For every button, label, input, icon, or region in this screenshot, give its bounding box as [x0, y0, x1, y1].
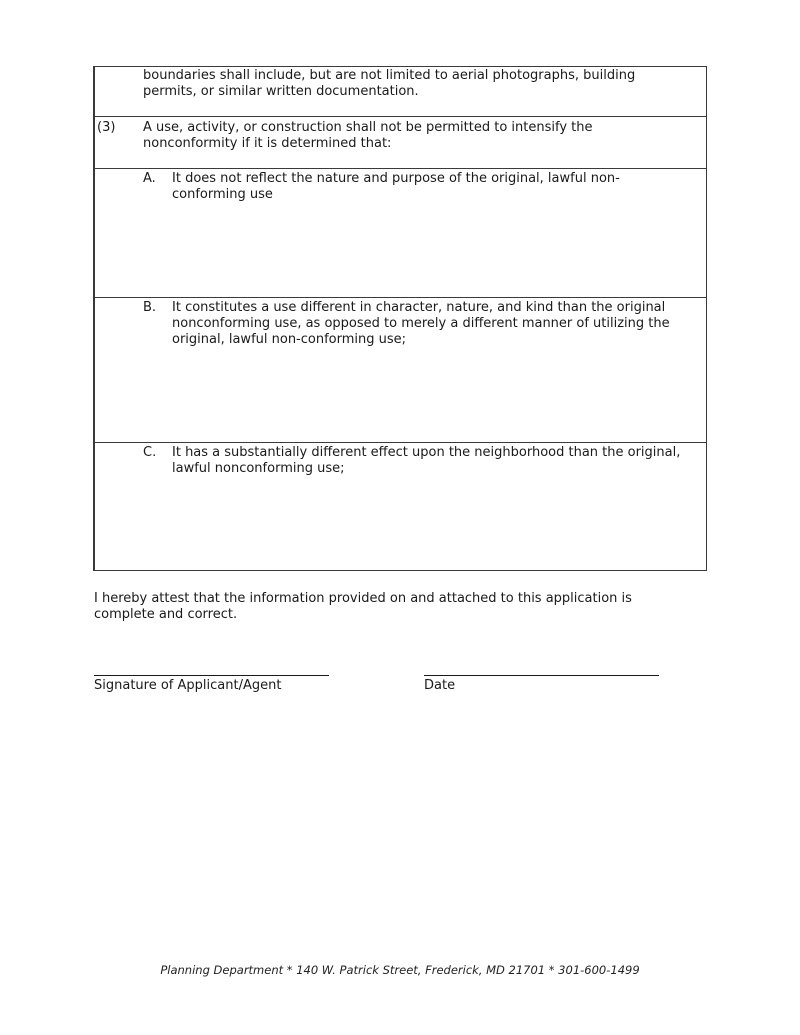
subitem-b-row[interactable] [95, 297, 706, 443]
footer-address: Planning Department * 140 W. Patrick Street, Frederick, MD 21701 * 301-600-1499 [160, 963, 640, 977]
signature-label: Signature of Applicant/Agent [94, 678, 282, 693]
subitem-a-row[interactable] [95, 168, 706, 298]
item-3-text: A use, activity, or construction shall not be permitted to intensify the nonconformity if it is determined that: [143, 120, 593, 151]
subitem-b-text: It constitutes a use different in character, nature, and kind than the original nonconforming use, as opposed to merely a different manner of utilizing the original, lawful non-conforming use; [172, 300, 670, 347]
date-label: Date [424, 678, 456, 693]
continuation-text: boundaries shall include, but are not limited to aerial photographs, building permits, or similar written documentation. [143, 68, 636, 99]
criteria-form-table [93, 66, 707, 571]
subitem-b-letter: B. [143, 300, 157, 315]
item-3-row [95, 116, 706, 169]
item-3-number: (3) [97, 120, 116, 135]
subitem-c-letter: C. [143, 445, 157, 460]
subitem-a-text: It does not reflect the nature and purpose of the original, lawful non-conforming use [172, 171, 620, 202]
attestation-statement: I hereby attest that the information provided on and attached to this application is complete and correct. [94, 591, 632, 622]
signature-line[interactable] [94, 675, 329, 676]
subitem-c-row[interactable] [95, 442, 706, 571]
date-line[interactable] [424, 675, 659, 676]
subitem-c-text: It has a substantially different effect upon the neighborhood than the original, lawful nonconforming use; [172, 445, 681, 476]
subitem-a-letter: A. [143, 171, 156, 186]
continuation-row [95, 67, 706, 116]
